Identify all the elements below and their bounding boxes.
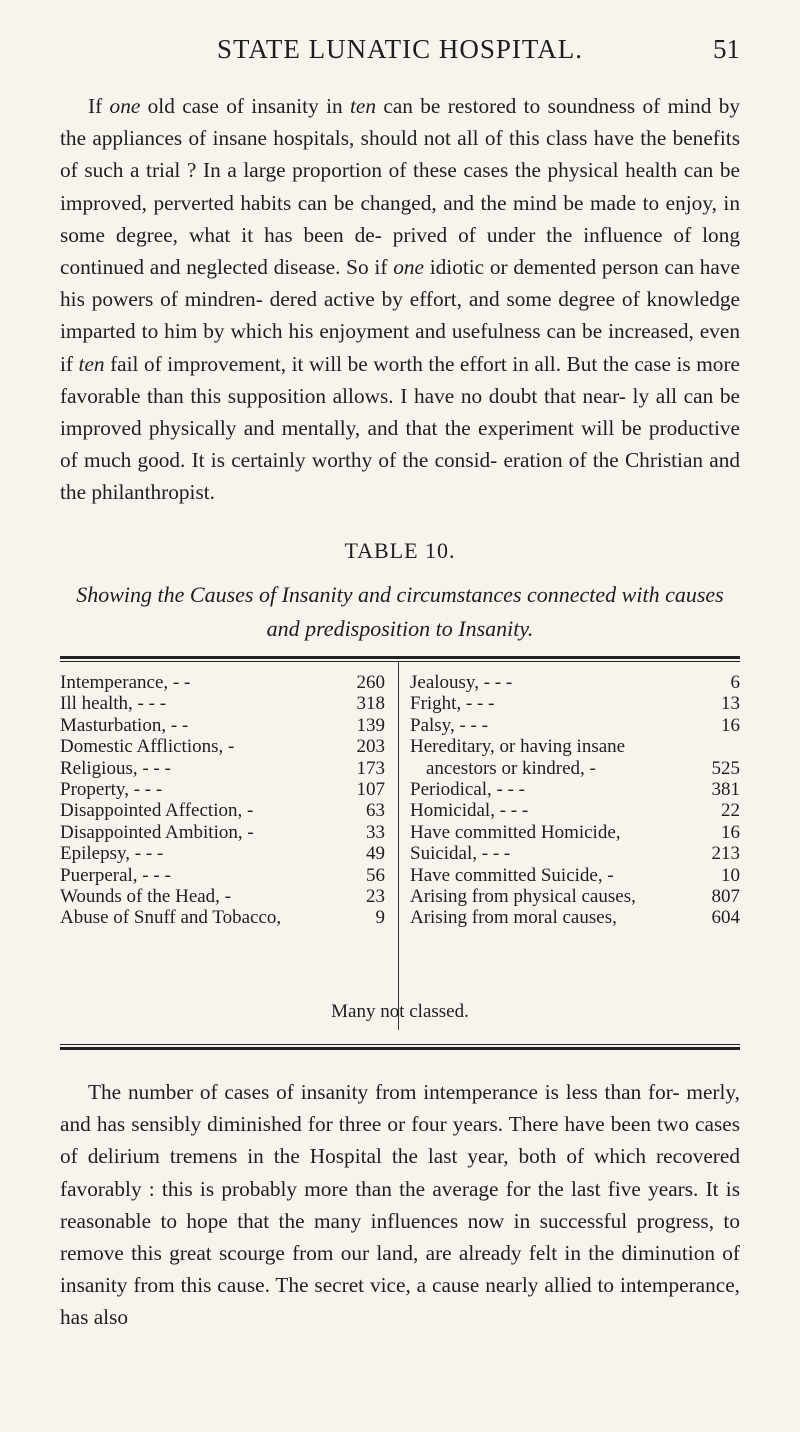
cause-count: 23 xyxy=(366,885,385,907)
table-caption: Showing the Causes of Insanity and circumstances connected with causes and predisposition to Insanity. xyxy=(76,582,724,641)
cause-count: 318 xyxy=(356,693,385,715)
cause-label: Puerperal, - - - xyxy=(60,864,171,886)
table-bottom-rule-thin xyxy=(60,1044,740,1045)
cause-label: Ill health, - - - xyxy=(60,693,167,715)
cause-count: 9 xyxy=(375,907,385,929)
table-row xyxy=(60,886,385,907)
cause-label: Abuse of Snuff and Tobacco, xyxy=(60,907,282,929)
table-row xyxy=(410,693,740,714)
text-run: old case of insanity in xyxy=(140,94,350,118)
italic-word: ten xyxy=(78,351,105,376)
cause-label: Religious, - - - xyxy=(60,757,171,779)
paragraph-intemperance: The number of cases of insanity from intemperance is less than for- merly, and has sensibly diminished for three or four years. There have been two cases of delirium tremens in the Hospital the last year, both of which recovered favorably : this is probably more than the average for the last five years. It is reasonable to hope that the many influences now in successful progress, to remove this great scourge from our land, are already felt in the diminution of insanity from this cause. The secret vice, a cause nearly allied to intemperance, has also xyxy=(60,1080,740,1330)
cause-label: Arising from physical causes, xyxy=(410,885,636,907)
cause-count: 525 xyxy=(711,757,740,779)
cause-label: Periodical, - - - xyxy=(410,778,526,800)
cause-label: ancestors or kindred, - xyxy=(426,757,596,779)
cause-label: Wounds of the Head, - xyxy=(60,885,232,907)
table-row xyxy=(410,736,740,757)
table-row xyxy=(60,843,385,864)
text-run: If xyxy=(88,94,110,118)
table-row xyxy=(410,843,740,864)
running-head xyxy=(60,34,740,74)
cause-label: Disappointed Ambition, - xyxy=(60,821,254,843)
table-row xyxy=(410,865,740,886)
table-top-rule xyxy=(60,656,740,659)
cause-count: 13 xyxy=(721,693,740,715)
cause-label: Intemperance, - - xyxy=(60,672,191,693)
cause-count: 260 xyxy=(356,672,385,693)
italic-word: one xyxy=(109,94,141,118)
table-top-rule-thin xyxy=(60,661,740,662)
cause-label: Jealousy, - - - xyxy=(410,672,513,693)
cause-label: Disappointed Affection, - xyxy=(60,800,254,822)
text-run: can be restored to soundness of mind by the appliances of insane hospitals, should not all of this class have the benefits of such a trial ? In a large proportion of these cases the physical health can be improved, perverted habits can be changed, and the mind be made to enjoy, in some degree, what it has been de- prived of under the influence of long continued and neglected disease. So if xyxy=(60,94,741,280)
table-row xyxy=(60,907,385,928)
cause-label: Arising from moral causes, xyxy=(410,907,617,929)
cause-label: Have committed Suicide, - xyxy=(410,864,614,886)
cause-count: 381 xyxy=(711,778,740,800)
table-row xyxy=(410,822,740,843)
table-row xyxy=(60,693,385,714)
cause-count: 63 xyxy=(366,800,385,822)
cause-count: 6 xyxy=(730,672,740,693)
italic-word: ten xyxy=(350,94,377,118)
cause-label: Homicidal, - - - xyxy=(410,800,529,822)
table-row xyxy=(410,715,740,736)
cause-count: 107 xyxy=(356,778,385,800)
table-row xyxy=(60,715,385,736)
table-row xyxy=(410,886,740,907)
table-row xyxy=(410,779,740,800)
cause-label: Property, - - - xyxy=(60,778,163,800)
table-row xyxy=(60,672,385,693)
table-row xyxy=(60,822,385,843)
cause-count: 10 xyxy=(721,864,740,886)
causes-left-column xyxy=(60,672,385,929)
cause-count: 173 xyxy=(356,757,385,779)
table-row xyxy=(410,758,740,779)
cause-count: 16 xyxy=(721,821,740,843)
cause-label: Fright, - - - xyxy=(410,693,495,715)
table-row xyxy=(60,779,385,800)
cause-label: Palsy, - - - xyxy=(410,714,488,736)
cause-label: Suicidal, - - - xyxy=(410,843,511,865)
table-row xyxy=(410,672,740,693)
cause-label: Epilepsy, - - - xyxy=(60,843,164,865)
table-row xyxy=(410,907,740,928)
table-row xyxy=(60,758,385,779)
paragraph-insanity-restoration xyxy=(60,90,740,509)
table-row xyxy=(410,800,740,821)
text-run: fail of improvement, it will be worth the effort in all. But the case is more favorable than this supposition allows. I have no doubt that near- ly all can be improved physically and mentally, and that the experiment will be productive of much good. It is certainly worthy of the consid- eration of the Christian and the philanthropist. xyxy=(60,351,740,505)
text-run: idiotic or demented person can have his powers of mindren- dered active by effort, and some degree of knowledge imparted to him by which his enjoyment and usefulness can be increased, even if xyxy=(60,255,740,376)
cause-count: 203 xyxy=(356,736,385,758)
cause-count: 22 xyxy=(721,800,740,822)
italic-word: one xyxy=(393,255,424,280)
table-footer-note: Many not classed. xyxy=(331,1001,469,1022)
running-title: STATE LUNATIC HOSPITAL. xyxy=(217,34,583,64)
cause-count: 604 xyxy=(711,907,740,929)
table-bottom-rule xyxy=(60,1047,740,1050)
table-label: TABLE 10. xyxy=(344,538,456,563)
cause-count: 213 xyxy=(711,843,740,865)
cause-label: Masturbation, - - xyxy=(60,714,189,736)
cause-label: Hereditary, or having insane xyxy=(410,736,626,758)
page-number: 51 xyxy=(713,34,740,64)
causes-right-column xyxy=(410,672,740,929)
cause-count: 33 xyxy=(366,821,385,843)
cause-label: Domestic Afflictions, - xyxy=(60,736,235,758)
cause-count: 807 xyxy=(711,885,740,907)
cause-count: 56 xyxy=(366,864,385,886)
cause-label: Have committed Homicide, xyxy=(410,821,621,843)
table-row xyxy=(60,736,385,757)
cause-count: 139 xyxy=(356,714,385,736)
table-row xyxy=(60,800,385,821)
table-column-divider xyxy=(398,662,399,1030)
cause-count: 49 xyxy=(366,843,385,865)
cause-count: 16 xyxy=(721,714,740,736)
table-row xyxy=(60,865,385,886)
